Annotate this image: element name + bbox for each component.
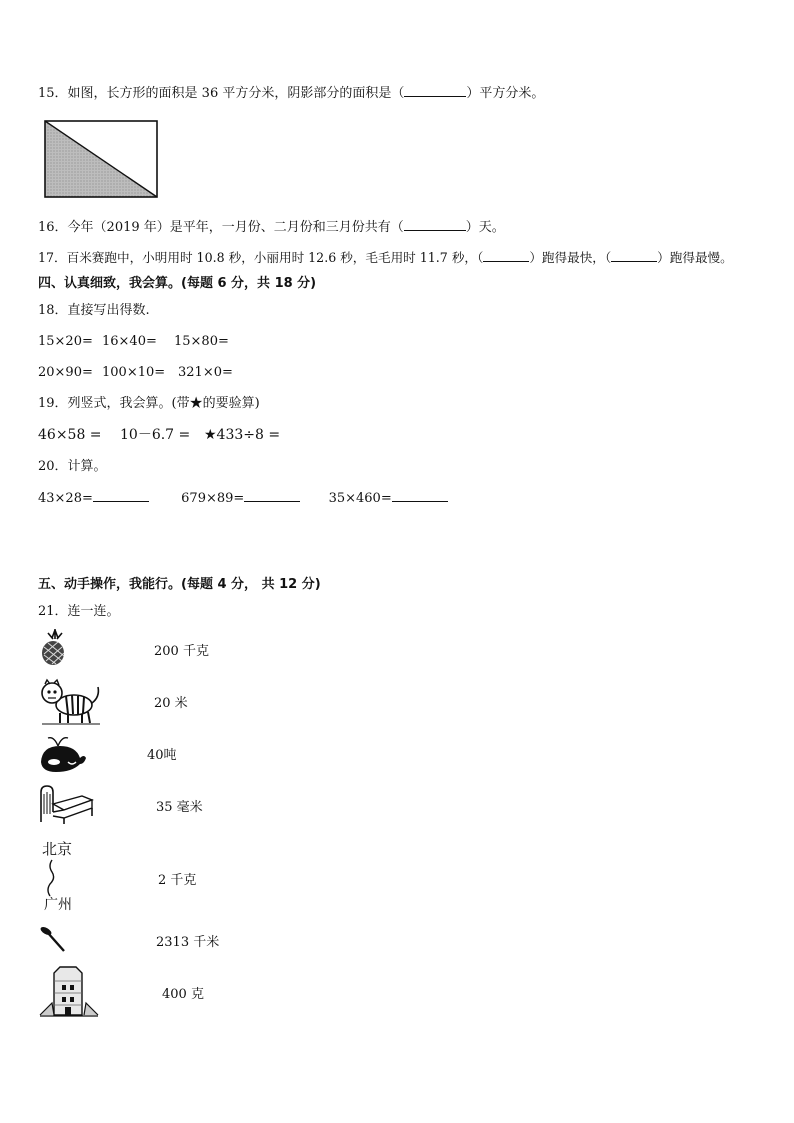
q18-item: 15×20= xyxy=(38,334,93,349)
q18-item: 20×90= xyxy=(38,365,93,380)
q19-item: 10－6.7 = xyxy=(120,427,191,443)
nail-icon xyxy=(38,924,68,954)
q17-text-suffix: ）跑得最慢。 xyxy=(657,250,733,265)
match-label: 2 千克 xyxy=(158,873,197,888)
q18-row-1 xyxy=(38,333,229,351)
q16-text-suffix: ）天。 xyxy=(465,220,505,235)
q17-answer-blank-slowest[interactable] xyxy=(611,249,657,262)
building-icon xyxy=(38,963,100,1017)
question-17 xyxy=(38,249,733,267)
q18-item: 100×10= xyxy=(102,365,166,380)
q16-text-prefix: 16．今年（2019 年）是平年，一月份、二月份和三月份共有（ xyxy=(38,220,404,235)
route-line xyxy=(38,858,82,898)
q18-item: 15×80= xyxy=(174,334,229,349)
section-5-heading: 五、动手操作，我能行。(每题 4 分， 共 12 分) xyxy=(38,577,321,592)
q20-item: 35×460= xyxy=(328,491,392,506)
match-label: 35 毫米 xyxy=(156,800,203,815)
q19-items xyxy=(38,426,280,444)
q17-text-mid: ）跑得最快，（ xyxy=(529,250,612,265)
q20-answer-blank[interactable] xyxy=(93,489,149,502)
q17-answer-blank-fastest[interactable] xyxy=(483,249,529,262)
map-label-beijing: 北京 xyxy=(42,840,73,858)
q15-text-prefix: 15．如图，长方形的面积是 36 平方分米，阴影部分的面积是（ xyxy=(38,86,405,101)
section-4-heading: 四、认真细致，我会算。(每题 6 分，共 18 分) xyxy=(38,276,317,291)
q15-text-suffix: ）平方分米。 xyxy=(466,86,545,101)
whale-icon xyxy=(38,732,88,774)
match-label: 400 克 xyxy=(162,987,204,1002)
q20-answer-blank[interactable] xyxy=(244,489,300,502)
match-label: 40吨 xyxy=(147,748,177,763)
q20-item: 43×28= xyxy=(38,491,93,506)
q20-answer-blank[interactable] xyxy=(392,489,448,502)
rectangle-shaded-triangle-figure xyxy=(44,120,158,198)
q15-answer-blank[interactable] xyxy=(404,84,466,97)
tiger-icon xyxy=(38,677,102,725)
bed-icon xyxy=(38,782,94,824)
q20-items xyxy=(38,489,448,508)
question-20-title: 20．计算。 xyxy=(38,459,107,474)
q17-text-prefix: 17．百米赛跑中，小明用时 10.8 秒，小丽用时 12.6 秒，毛毛用时 11.7 秒，（ xyxy=(38,250,484,265)
question-19-title: 19．列竖式，我会算。(带★的要验算) xyxy=(38,396,260,411)
map-label-guangzhou: 广州 xyxy=(44,897,72,913)
question-15 xyxy=(38,84,544,103)
match-label: 20 米 xyxy=(154,696,188,711)
match-label: 2313 千米 xyxy=(156,935,220,950)
q16-answer-blank[interactable] xyxy=(404,218,466,231)
match-label: 200 千克 xyxy=(154,644,209,659)
q18-row-2 xyxy=(38,364,233,382)
q20-item: 679×89= xyxy=(181,491,245,506)
q18-item: 16×40= xyxy=(102,334,157,349)
question-21-title: 21．连一连。 xyxy=(38,604,120,619)
q19-item: ★433÷8 = xyxy=(204,427,281,443)
q19-item: 46×58 = xyxy=(38,427,102,443)
question-18-title: 18．直接写出得数. xyxy=(38,303,150,318)
beijing-guangzhou-map xyxy=(38,840,82,916)
q18-item: 321×0= xyxy=(178,365,233,380)
pineapple-icon xyxy=(38,628,72,666)
question-16 xyxy=(38,218,505,237)
